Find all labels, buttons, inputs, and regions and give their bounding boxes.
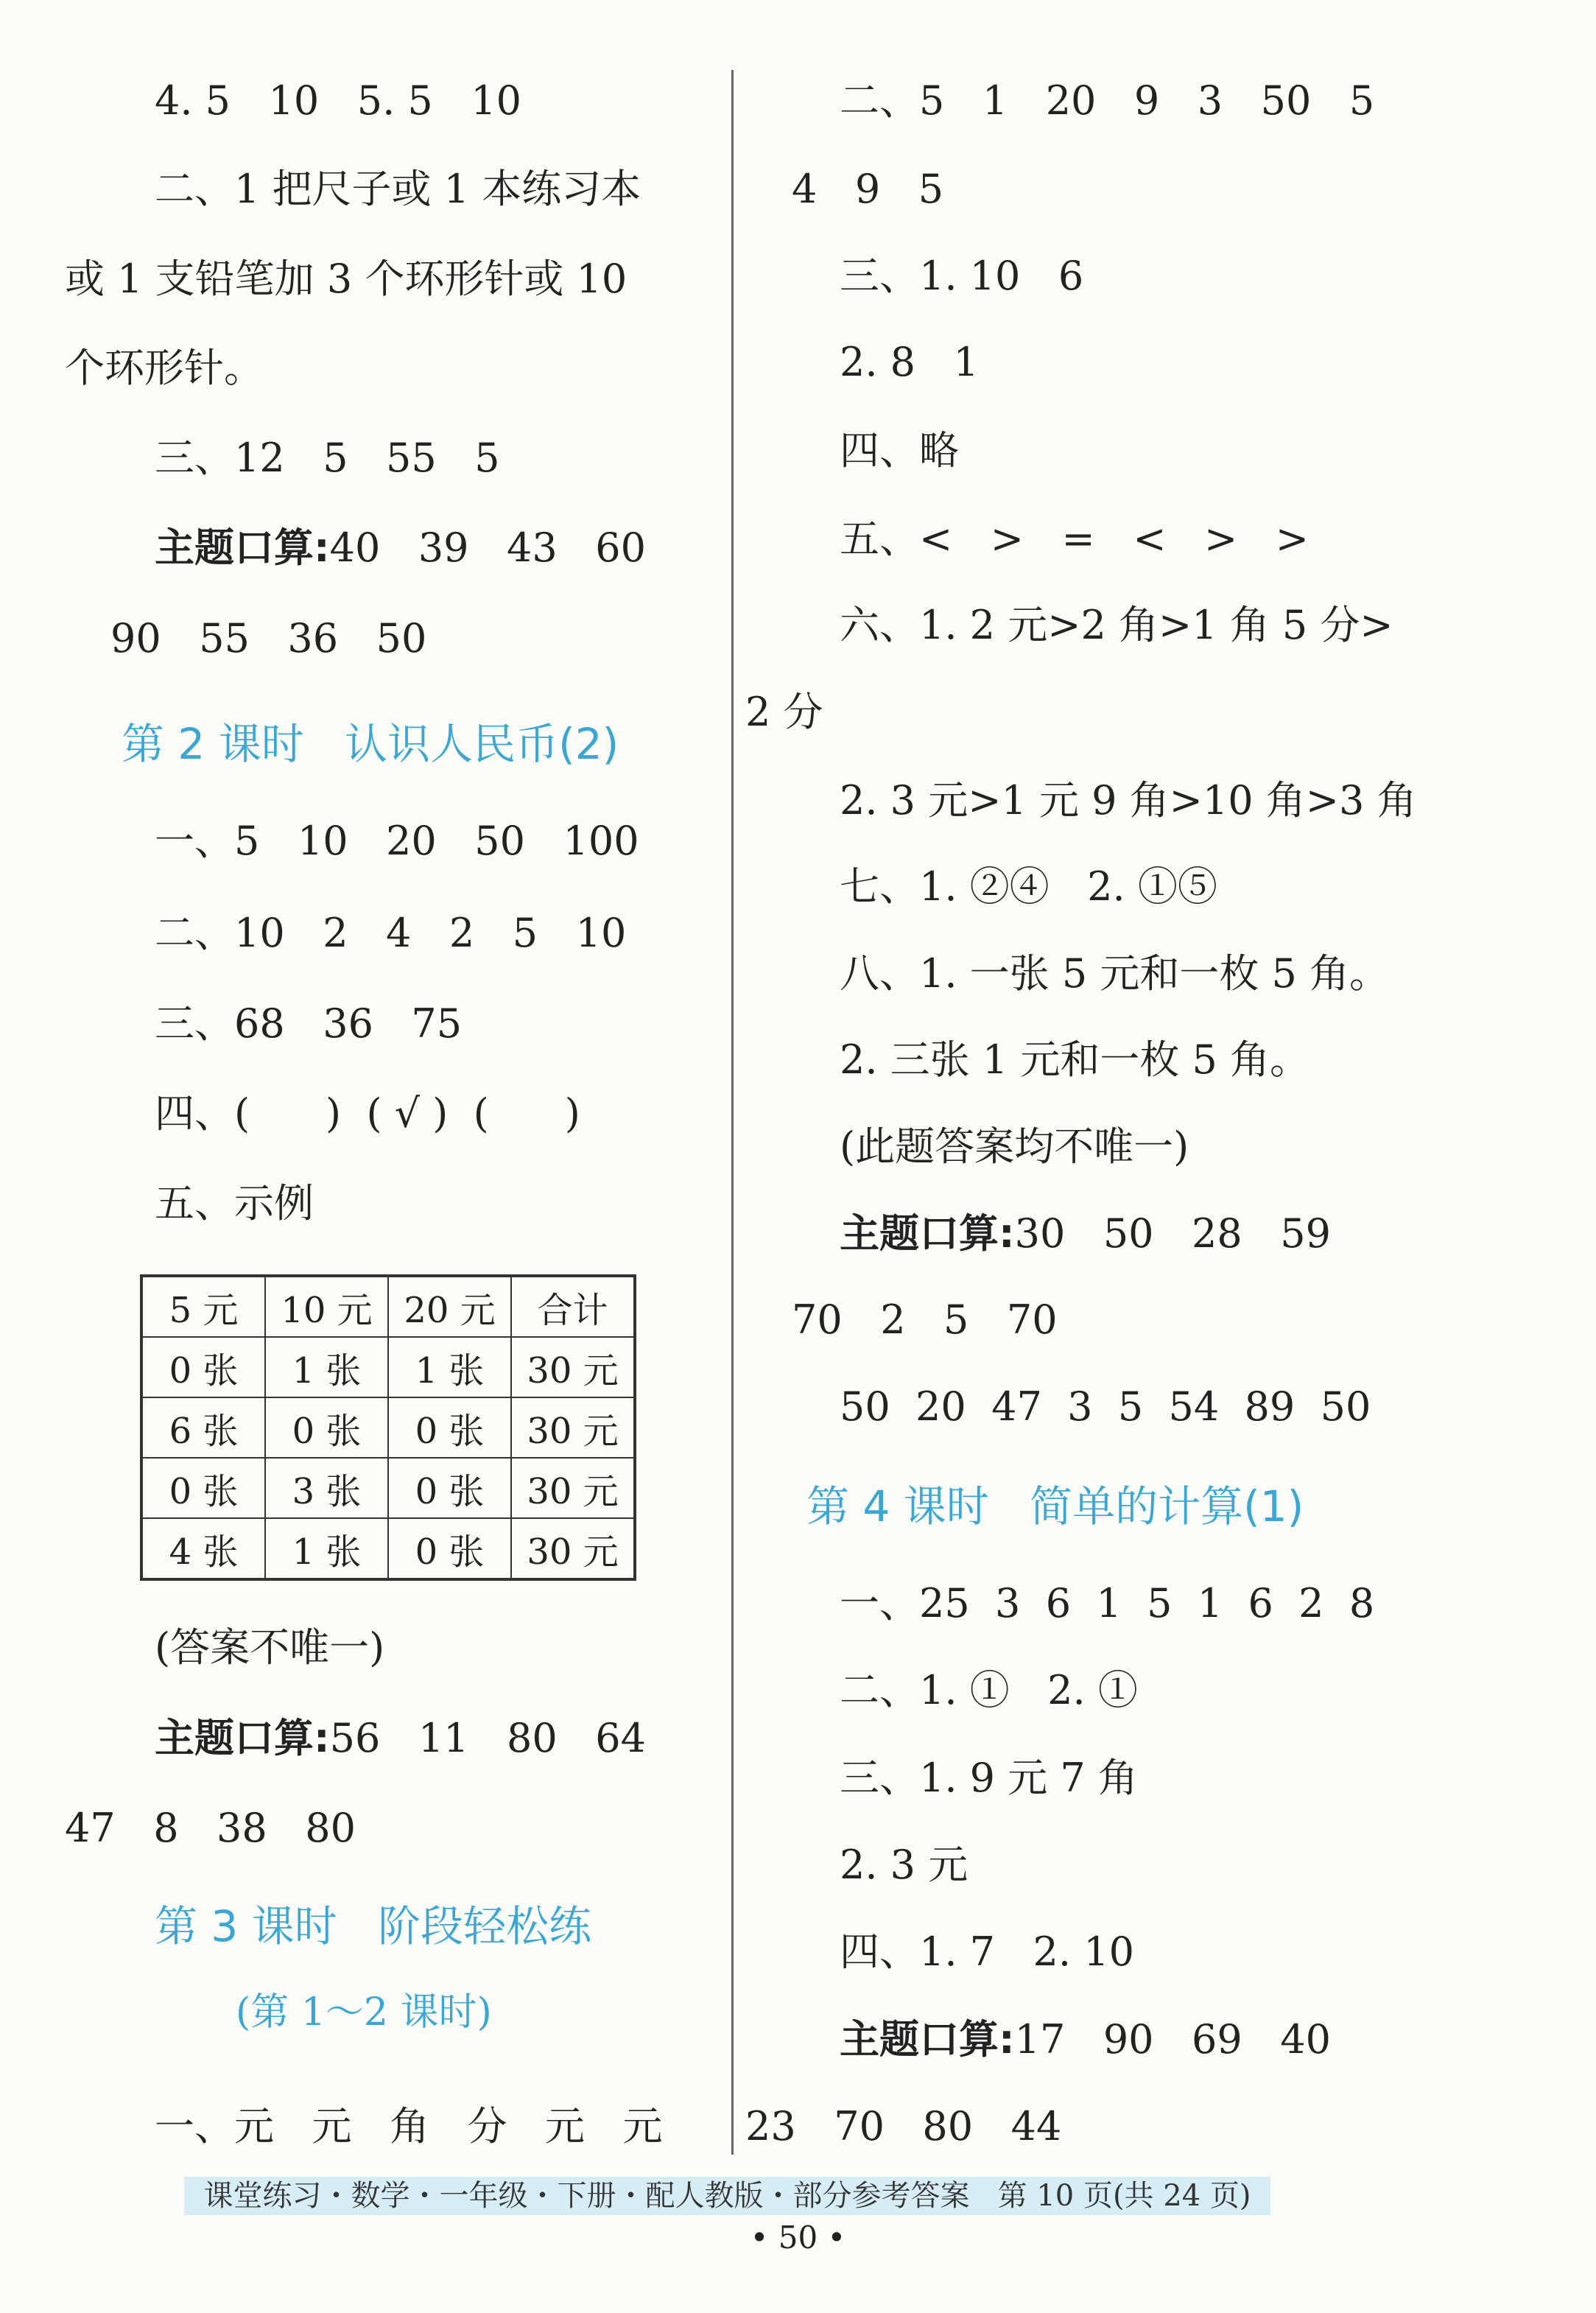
table-cell: 0 张	[141, 1458, 265, 1518]
right-line-15: 70 2 5 70	[792, 1296, 1058, 1343]
lesson4-line-5: 四、1. 7 2. 10	[840, 1928, 1134, 1975]
table-cell: 30 元	[511, 1518, 635, 1579]
left-line-5: 三、12 5 55 5	[155, 435, 500, 481]
table-cell: 30 元	[511, 1397, 635, 1458]
table-row	[141, 1397, 635, 1458]
lesson4-mental-math-2: 23 70 80 44	[745, 2103, 1062, 2149]
mental-math-label: 主题口算:	[155, 1715, 330, 1761]
right-line-3: 三、1. 10 6	[840, 253, 1084, 299]
table-cell: 0 张	[388, 1518, 511, 1579]
table-header-cell: 合计	[511, 1276, 635, 1337]
lesson2-line-4: 四、( ) ( √ ) ( )	[155, 1090, 580, 1137]
right-line-1: 二、5 1 20 9 3 50 5	[840, 77, 1375, 124]
left-line-2: 二、1 把尺子或 1 本练习本	[155, 166, 641, 212]
left-line-6	[155, 524, 646, 572]
table-cell: 4 张	[141, 1518, 265, 1579]
mental-math-label: 主题口算:	[155, 524, 330, 571]
section-subtitle-lesson-3: (第 1～2 课时)	[236, 1990, 492, 2035]
lesson2-line-5: 五、示例	[155, 1180, 314, 1226]
right-line-7: 六、1. 2 元>2 角>1 角 5 分>	[840, 602, 1393, 648]
right-line-4: 2. 8 1	[840, 339, 979, 385]
lesson2-mental-math-2: 47 8 38 80	[65, 1805, 356, 1851]
left-line-4: 个环形针。	[65, 345, 264, 391]
table-row	[141, 1337, 635, 1397]
table-row	[141, 1518, 635, 1579]
table-cell: 1 张	[388, 1337, 511, 1397]
mental-math-label: 主题口算:	[840, 2016, 1015, 2063]
table-row	[141, 1458, 635, 1518]
section-title-lesson-2: 第 2 课时 认识人民币(2)	[122, 719, 619, 769]
page-number: • 50 •	[750, 2219, 846, 2256]
lesson4-line-4: 2. 3 元	[840, 1842, 969, 1888]
lesson3-line-1: 一、元 元 角 分 元 元	[155, 2103, 663, 2149]
mental-math-values: 30 50 28 59	[1014, 1210, 1331, 1257]
right-line-6: 五、< > = < > >	[840, 516, 1309, 562]
mental-math-values: 56 11 80 64	[329, 1715, 646, 1761]
right-line-2: 4 9 5	[792, 166, 944, 212]
right-line-16: 50 20 47 3 5 54 89 50	[840, 1383, 1371, 1430]
money-table	[140, 1274, 636, 1581]
table-cell: 0 张	[265, 1397, 388, 1458]
right-line-9: 2. 3 元>1 元 9 角>10 角>3 角	[840, 777, 1417, 824]
table-cell: 1 张	[265, 1337, 388, 1397]
lesson2-line-1: 一、5 10 20 50 100	[155, 818, 639, 864]
right-line-10: 七、1. ②④ 2. ①⑤	[840, 863, 1217, 910]
table-cell: 0 张	[141, 1337, 265, 1397]
table-cell: 6 张	[141, 1397, 265, 1458]
left-line-7: 90 55 36 50	[110, 615, 427, 661]
left-line-3: 或 1 支铅笔加 3 个环形针或 10	[65, 256, 627, 302]
column-divider	[731, 70, 734, 2155]
lesson4-mental-math	[840, 2016, 1331, 2063]
page-footer: 课堂练习・数学・一年级・下册・配人教版・部分参考答案 第 10 页(共 24 页)	[184, 2177, 1270, 2215]
right-line-13: (此题答案均不唯一)	[840, 1123, 1189, 1170]
answer-not-unique-note: (答案不唯一)	[155, 1624, 385, 1671]
table-cell: 30 元	[511, 1337, 635, 1397]
section-title-lesson-3: 第 3 课时 阶段轻松练	[155, 1901, 592, 1951]
lesson2-line-3: 三、68 36 75	[155, 1000, 463, 1047]
right-line-8: 2 分	[745, 689, 823, 735]
table-cell: 0 张	[388, 1458, 511, 1518]
mental-math-values: 40 39 43 60	[329, 524, 646, 571]
table-header-row	[141, 1276, 635, 1337]
table-cell: 3 张	[265, 1458, 388, 1518]
left-line-1: 4. 5 10 5. 5 10	[155, 77, 521, 124]
right-line-12: 2. 三张 1 元和一枚 5 角。	[840, 1036, 1310, 1083]
table-header-cell: 10 元	[265, 1276, 388, 1337]
mental-math-label: 主题口算:	[840, 1210, 1015, 1257]
right-line-11: 八、1. 一张 5 元和一枚 5 角。	[840, 950, 1390, 997]
section-title-lesson-4: 第 4 课时 简单的计算(1)	[806, 1481, 1304, 1531]
lesson2-mental-math	[155, 1715, 646, 1762]
lesson4-line-2: 二、1. ① 2. ①	[840, 1667, 1138, 1713]
table-header-cell: 20 元	[388, 1276, 511, 1337]
lesson4-line-3: 三、1. 9 元 7 角	[840, 1755, 1138, 1801]
mental-math-values: 17 90 69 40	[1014, 2016, 1331, 2063]
table-header-cell: 5 元	[141, 1276, 265, 1337]
lesson2-line-2: 二、10 2 4 2 5 10	[155, 910, 627, 956]
table-cell: 0 张	[388, 1397, 511, 1458]
right-mental-math	[840, 1210, 1331, 1257]
table-cell: 30 元	[511, 1458, 635, 1518]
lesson4-line-1: 一、25 3 6 1 5 1 6 2 8	[840, 1580, 1375, 1626]
table-cell: 1 张	[265, 1518, 388, 1579]
right-line-5: 四、略	[840, 427, 959, 474]
